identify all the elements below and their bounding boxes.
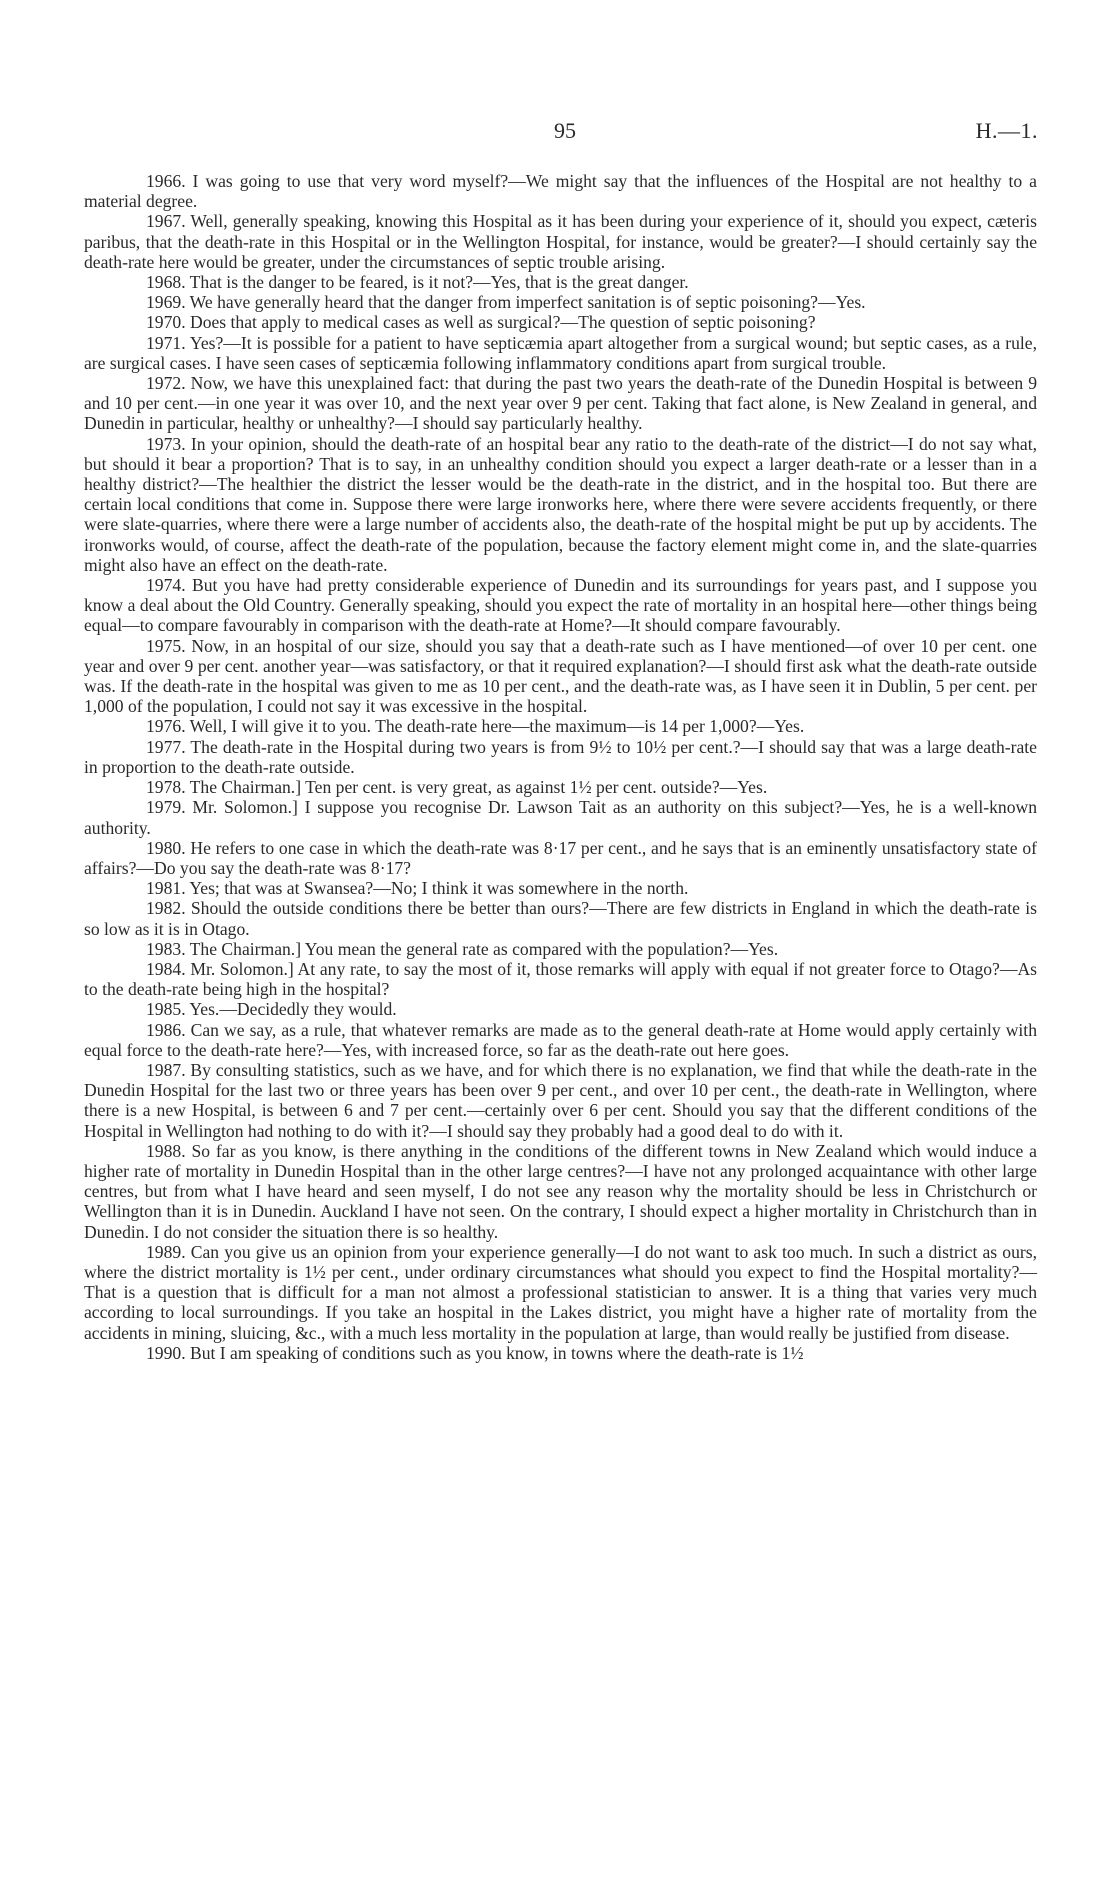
paragraph-1983: 1983. The Chairman.] You mean the general rate as compared with the population?—Yes. [146,938,779,959]
paragraph-1975: 1975. Now, in an hospital of our size, should you say that a death-rate such as I have mentioned—of over 10 per cent. one year and over 9 per cent. another year—was satisfactory, or that it required explanation?—I should first ask what the death-rate outside was. If the death-rate in the hospital was given to me as 10 per cent., and the death-rate was, as I have seen it in Dublin, 5 per cent. per 1,000 of the population, I could not say it was excessive in the hospital. [84,635,1037,717]
body-text [84,171,1037,1363]
paragraph-1988: 1988. So far as you know, is there anything in the conditions of the different towns in New Zealand which would induce a higher rate of mortality in Dunedin Hospital than in the other large centres?—I have not any prolonged acquaintance with other large centres, but from what I have heard and seen myself, I do not see any reason why the mortality should be less in Christchurch or Wellington than it is in Dunedin. Auckland I have not seen. On the contrary, I should expect a higher mortality in Christchurch than in Dunedin. I do not consider the situation there is so healthy. [84,1140,1037,1242]
paragraph-1969: 1969. We have generally heard that the danger from imperfect sanitation is of septic poisoning?—Yes. [146,292,866,313]
paragraph-1972: 1972. Now, we have this unexplained fact: that during the past two years the death-rate of the Dunedin Hospital is between 9 and 10 per cent.—in one year it was over 10, and the next year over 9 per cent. Taking that fact alone, is New Zealand in general, and Dunedin in particular, healthy or unhealthy?—I should say particularly healthy. [84,373,1037,434]
paragraph-1978: 1978. The Chairman.] Ten per cent. is very great, as against 1½ per cent. outside?—Yes. [146,777,768,798]
paragraph-1970: 1970. Does that apply to medical cases as well as surgical?—The question of septic poisoning? [146,312,816,333]
paragraph-1989: 1989. Can you give us an opinion from your experience generally—I do not want to ask too much. In such a district as ours, where the district mortality is 1½ per cent., under ordinary circumstances what should you expect to find the Hospital mortality?—That is a question that is difficult for a man not almost a professional statistician to answer. It is a thing that varies very much according to local surroundings. If you take an hospital in the Lakes district, you might have a higher rate of mortality from the accidents in mining, sluicing, &c., with a much less mortality in the population at large, than would really be justified from disease. [84,1241,1037,1343]
paragraph-1986: 1986. Can we say, as a rule, that whatever remarks are made as to the general death-rate at Home would apply certainly with equal force to the death-rate here?—Yes, with increased force, so far as the death-rate out here goes. [84,1019,1037,1060]
paragraph-1971: 1971. Yes?—It is possible for a patient to have septicæmia apart altogether from a surgical wound; but septic cases, as a rule, are surgical cases. I have seen cases of septicæmia following inflammatory conditions apart from surgical trouble. [84,332,1037,373]
paragraph-1984: 1984. Mr. Solomon.] At any rate, to say the most of it, those remarks will apply with equal if not greater force to Otago?—As to the death-rate being high in the hospital? [84,958,1037,1000]
page-number: 95 [554,118,576,143]
paragraph-1981: 1981. Yes; that was at Swansea?—No; I think it was somewhere in the north. [146,878,689,899]
paragraph-1976: 1976. Well, I will give it to you. The death-rate here—the maximum—is 14 per 1,000?—Yes. [146,716,805,737]
paragraph-1977: 1977. The death-rate in the Hospital during two years is from 9½ to 10½ per cent.?—I should say that was a large death-rate in proportion to the death-rate outside. [84,736,1037,777]
paragraph-1966: 1966. I was going to use that very word myself?—We might say that the influences of the Hospital are not healthy to a material degree. [84,171,1037,212]
paragraph-1973: 1973. In your opinion, should the death-rate of an hospital bear any ratio to the death-rate of the district—I do not say what, but should it bear a proportion? That is to say, in an unhealthy condition should you expect a larger death-rate or a lesser than in a healthy district?—The healthier the district the lesser would be the death-rate in the district, and in the hospital too. But there are certain local conditions that come in. Suppose there were large ironworks here, where there were severe accidents frequently, or there were slate-quarries, where there were a large number of accidents also, the death-rate of the hospital might be put up by accidents. The ironworks would, of course, affect the death-rate of the population, because the factory element might come in, and the slate-quarries might also have an effect on the death-rate. [84,433,1037,575]
paragraph-1987: 1987. By consulting statistics, such as we have, and for which there is no explanation, we find that while the death-rate in the Dunedin Hospital for the last two or three years has been over 9 per cent., and over 10 per cent., the death-rate in Wellington, where there is a new Hospital, is between 6 and 7 per cent.—certainly over 6 per cent. Should you say that the different conditions of the Hospital in Wellington had nothing to do with it?—I should say they probably had a good deal to do with it. [84,1059,1037,1141]
paragraph-1982: 1982. Should the outside conditions there be better than ours?—There are few districts in England in which the death-rate is so low as it is in Otago. [84,898,1037,939]
paragraph-1985: 1985. Yes.—Decidedly they would. [146,999,397,1020]
paragraph-1990: 1990. But I am speaking of conditions such as you know, in towns where the death-rate is 1½ [146,1342,804,1363]
document-reference: H.—1. [975,118,1038,143]
paragraph-1968: 1968. That is the danger to be feared, is it not?—Yes, that is the great danger. [146,272,689,293]
paragraph-1974: 1974. But you have had pretty considerable experience of Dunedin and its surroundings for years past, and I suppose you know a deal about the Old Country. Generally speaking, should you expect the rate of mortality in an hospital here—other things being equal—to compare favourably in comparison with the death-rate at Home?—It should compare favourably. [84,575,1037,636]
paragraph-1979: 1979. Mr. Solomon.] I suppose you recognise Dr. Lawson Tait as an authority on this subject?—Yes, he is a well-known authority. [84,797,1037,838]
paragraph-1967: 1967. Well, generally speaking, knowing this Hospital as it has been during your experience of it, should you expect, cæteris paribus, that the death-rate in this Hospital or in the Wellington Hospital, for instance, would be greater?—I should certainly say the death-rate here would be greater, under the circumstances of septic trouble arising. [84,211,1037,272]
paragraph-1980: 1980. He refers to one case in which the death-rate was 8·17 per cent., and he says that is an eminently unsatisfactory state of affairs?—Do you say the death-rate was 8·17? [84,837,1037,878]
